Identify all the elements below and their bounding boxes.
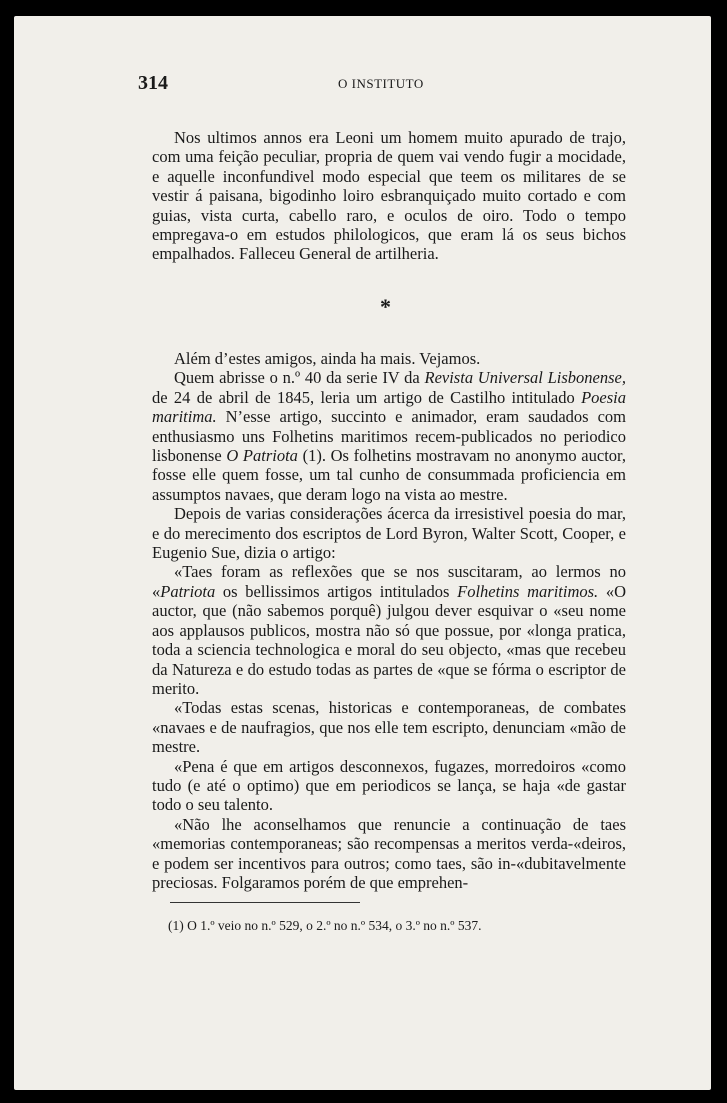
- paragraph-revista: Quem abrisse o n.º 40 da serie IV da Revista Universal Lisbonense, de 24 de abril de 1845, leria um artigo de Castilho intitulado Poesia maritima. N’esse artigo, succinto e animador, eram saudados com enthusiasmo uns Folhetins maritimos recem-publicados no periodico lisbonense O Patriota (1). Os folhetins mostravam no anonymo auctor, fosse elle quem fosse, um tal cunho de consummada proficiencia em assumptos navaes, que deram logo na vista ao mestre.: [152, 368, 627, 504]
- section-separator: *: [380, 294, 391, 319]
- running-title: O INSTITUTO: [338, 76, 424, 91]
- footnote-rule: [170, 902, 360, 903]
- paragraph-intro: Além d’estes amigos, ainda ha mais. Vejamos.: [174, 349, 481, 368]
- leoni-paragraph: [152, 128, 626, 264]
- paragraph-text: Nos ultimos annos era Leoni um homem muito apurado de trajo, com uma feição peculiar, propria de quem vai vendo fugir a mocidade, e aquelle inconfundivel modo especial que teem os militares de se vestir á paisana, bigodinho loiro esbranquiçado muito cortado e com guias, vista curta, cabello raro, e oculos de oiro. Todo o tempo empregava-o em estudos philologicos, que eram lá os seus bichos empalhados. Falleceu General de artilheria.: [152, 128, 626, 264]
- quote-3: «Pena é que em artigos desconnexos, fugazes, morredoiros «como tudo (e até o optimo) que em periodicos se lança, se haja «de gastar todo o seu talento.: [152, 756, 626, 815]
- paragraph-article: Depois de varias considerações ácerca da irresistivel poesia do mar, e do merecimento dos escriptos de Lord Byron, Walter Scott, Cooper, e Eugenio Sue, dizia o artigo:: [152, 504, 626, 563]
- main-text: [152, 349, 626, 892]
- page-number: 314: [138, 72, 168, 94]
- quote-4: «Não lhe aconselhamos que renuncie a continuação de taes «memorias contemporaneas; são recompensas a meritos verda-«deiros, e podem ser incentivos para outros; como taes, são in-«dubitavelmente preciosas. Folgaramos porém de que emprehen-: [152, 814, 626, 892]
- footnote: (1) O 1.º veio no n.º 529, o 2.º no n.º 534, o 3.º no n.º 537.: [168, 918, 482, 933]
- quote-1: «Taes foram as reflexões que se nos suscitaram, ao lermos no «Patriota os bellissimos artigos intitulados Folhetins maritimos. «O auctor, que (não sabemos porquê) julgou dever esquivar o «seu nome aos applausos publicos, mostra não só que possue, por «longa pratica, toda a sciencia technologica e moral do seu objecto, «mas que recebeu da Natureza e do estudo todas as partes de «que se fórma o escriptor de merito.: [152, 562, 626, 698]
- page-header: [138, 72, 628, 96]
- quote-2: «Todas estas scenas, historicas e contemporaneas, de combates «navaes e de naufragios, que nos elle tem escripto, denunciam «mão de mestre.: [152, 698, 626, 757]
